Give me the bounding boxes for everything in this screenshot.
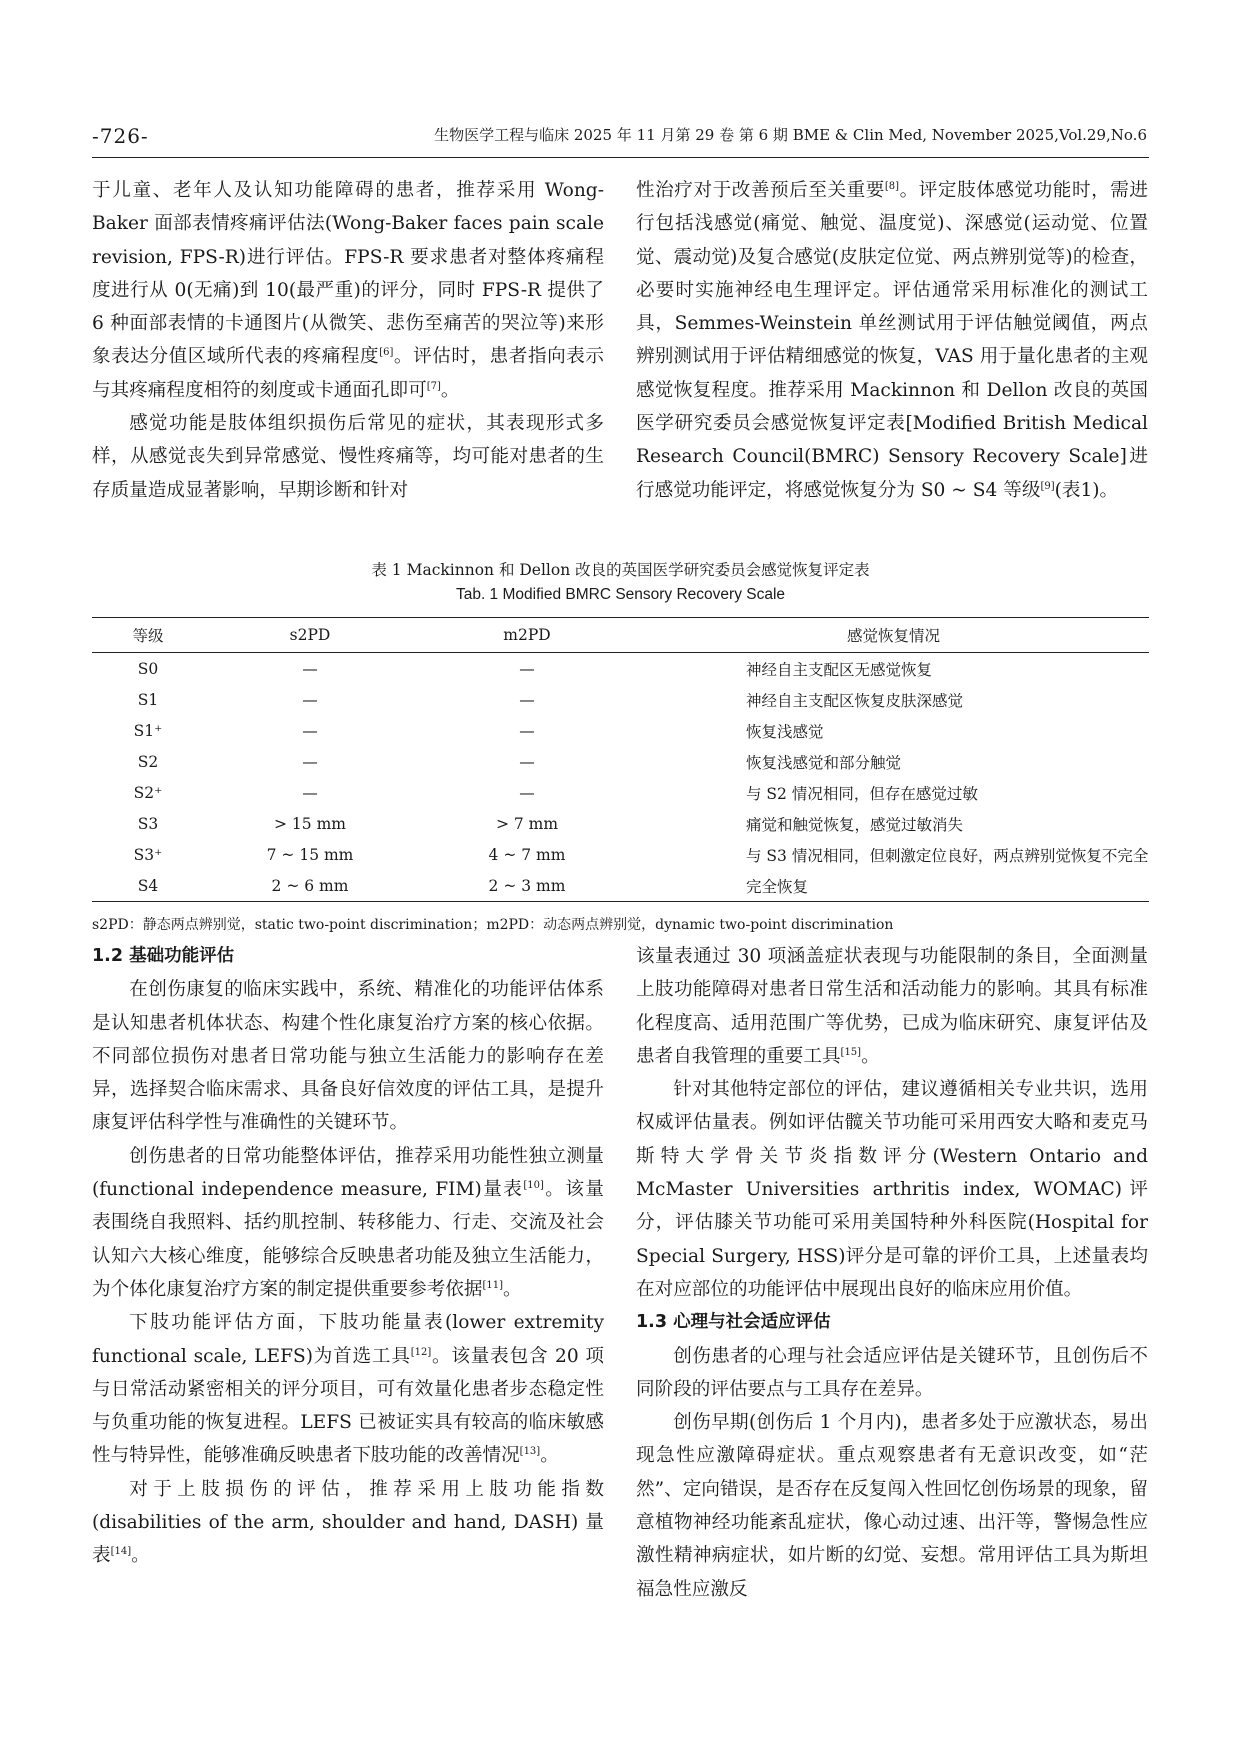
text: 该量表通过 30 项涵盖症状表现与功能限制的条目，全面测量上肢功能障碍对患者日常生活和活动能力的影响。其具有标准化程度高、适用范围广等优势，已成为临床研究、康复评估及患者自我管理的重要工具 xyxy=(636,946,1148,1067)
header-rule xyxy=(92,157,1149,158)
citation: [6] xyxy=(379,347,394,359)
recovery-cell: 完全恢复 xyxy=(638,870,1149,902)
m2pd-cell: — xyxy=(519,783,535,802)
s2pd-cell: 2 ~ 6 mm xyxy=(204,870,416,902)
table-row xyxy=(92,870,1149,902)
grade-cell: S4 xyxy=(92,870,204,902)
citation: [10] xyxy=(523,1180,544,1192)
m2pd-cell: > 7 mm xyxy=(495,814,559,833)
m2pd-cell: — xyxy=(519,721,535,740)
text: 创伤患者的日常功能整体评估，推荐采用功能性独立测量(functional independence measure, FIM)量表 xyxy=(92,1145,604,1201)
recovery-cell: 恢复浅感觉 xyxy=(746,722,824,741)
recovery-cell: 与 S3 情况相同，但刺激定位良好，两点辨别觉恢复不完全 xyxy=(746,846,1149,865)
m2pd-cell: 2 ~ 3 mm xyxy=(416,870,638,902)
table-row xyxy=(92,746,1149,777)
citation: [13] xyxy=(519,1446,541,1458)
table-title-en: Tab. 1 Modified BMRC Sensory Recovery Scale xyxy=(455,586,786,603)
table-row xyxy=(92,715,1149,746)
header-grade: 等级 xyxy=(92,618,204,653)
citation: [9] xyxy=(1040,480,1055,492)
citation: [8] xyxy=(884,181,900,192)
grade-cell: S1 xyxy=(137,690,159,709)
running-header: 生物医学工程与临床 2025 年 11 月第 29 卷 第 6 期 BME & Clin Med, November 2025,Vol.29,No.6 xyxy=(434,126,1147,144)
paragraph xyxy=(92,1306,604,1472)
s2pd-cell: > 15 mm xyxy=(274,814,346,833)
section-heading-1-2: 1.2 基础功能评估 xyxy=(92,946,235,966)
paragraph: 在创伤康复的临床实践中，系统、精准化的功能评估体系是认知患者机体状态、构建个性化康复治疗方案的核心依据。不同部位损伤对患者日常功能与独立生活能力的影响存在差异，选择契合临床需求、具备良好信效度的评估工具，是提升康复评估科学性与准确性的关键环节。 xyxy=(92,979,604,1134)
text: 。评定肢体感觉功能时，需进行包括浅感觉(痛觉、触觉、温度觉)、深感觉(运动觉、位置觉、震动觉)及复合感觉(皮肤定位觉、两点辨别觉等)的检查，必要时实施神经电生理评定。评估通常采用标准化的测试工具，Semmes-Weinstein 单丝测试用于评估触觉阈值，两点辨别测试用于评估精细感觉的恢复，VAS 用于量化患者的主观感觉恢复程度。推荐采用 Mackinnon 和 Dellon 改良的英国医学研究委员会感觉恢复评定表[Modified British Medical Research Council(BMRC) Sensory Recovery Scale]进行感觉功能评定，将感觉恢复分为 S0 ~ S4 等级 xyxy=(636,180,1148,501)
section-heading-1-3: 1.3 心理与社会适应评估 xyxy=(636,1312,831,1333)
table-header-row xyxy=(92,618,1149,653)
text: 于儿童、老年人及认知功能障碍的患者，推荐采用 Wong-Baker 面部表情疼痛评估法(Wong-Baker faces pain scale revision, FPS-R)进行评估。FPS-R 要求患者对整体疼痛程度进行从 0(无痛)到 10(最严重)的评分，同时 FPS-R 提供了 6 种面部表情的卡通图片(从微笑、悲伤至痛苦的哭泣等)来形象表达分值区域所代表的疼痛程度 xyxy=(92,180,604,368)
paragraph: 针对其他特定部位的评估，建议遵循相关专业共识，选用权威评估量表。例如评估髋关节功能可采用西安大略和麦克马斯特大学骨关节炎指数评分(Western Ontario and McMaster Universities arthritis index, WOMAC)评分，评估膝关节功能可采用美国特种外科医院(Hospital for Special Surgery, HSS)评分是可靠的评价工具，上述量表均在对应部位的功能评估中展现出良好的临床应用价值。 xyxy=(636,1079,1148,1300)
text: 。 xyxy=(440,379,460,401)
table-footnote: s2PD：静态两点辨别觉，static two-point discrimination；m2PD：动态两点辨别觉，dynamic two-point discrimination xyxy=(92,917,894,933)
m2pd-cell: 4 ~ 7 mm xyxy=(488,845,566,864)
s2pd-cell: — xyxy=(302,721,318,740)
paragraph: 创伤早期(创伤后 1 个月内)，患者多处于应激状态，易出现急性应激障碍症状。重点观察患者有无意识改变，如“茫然”、定向错误，是否存在反复闯入性回忆创伤场景的现象，留意植物神经功能紊乱症状，像心动过速、出汗等，警惕急性应激性精神病症状，如片断的幻觉、妄想。常用评估工具为斯坦福急性应激反 xyxy=(636,1412,1148,1600)
table-row xyxy=(92,653,1149,685)
recovery-cell: 神经自主支配区无感觉恢复 xyxy=(746,660,933,679)
m2pd-cell: — xyxy=(519,690,535,709)
text: 下肢功能评估方面，下肢功能量表(lower extremity functional scale, LEFS)为首选工具 xyxy=(92,1312,604,1367)
text: (表1)。 xyxy=(1054,479,1119,501)
text: 。评估时，患者指向表示与其疼痛程度相符的刻度或卡通面孔即可 xyxy=(92,346,604,401)
recovery-cell: 神经自主支配区恢复皮肤深感觉 xyxy=(746,691,964,710)
citation: [11] xyxy=(482,1279,504,1291)
grade-cell: S3 xyxy=(137,814,159,833)
right-column-top xyxy=(636,174,1148,507)
citation: [7] xyxy=(426,380,441,392)
paragraph xyxy=(92,174,604,407)
text: 。该量表包含 20 项与日常活动紧密相关的评分项目，可有效量化患者步态稳定性与负重功能的恢复进程。LEFS 已被证实具有较高的临床敏感性与特异性，能够准确反映患者下肢功能的改善情况 xyxy=(92,1345,604,1467)
paragraph xyxy=(636,174,1148,507)
page-number: -726- xyxy=(92,124,149,148)
header-recovery: 感觉恢复情况 xyxy=(638,618,1149,653)
text: 对于上肢损伤的评估，推荐采用上肢功能指数(disabilities of the arm, shoulder and hand, DASH) 量表 xyxy=(92,1478,604,1567)
text: 性治疗对于改善预后至关重要 xyxy=(636,180,885,201)
s2pd-cell: — xyxy=(302,752,318,771)
paragraph xyxy=(92,1473,604,1573)
grade-cell: S2 xyxy=(137,752,159,771)
table-row xyxy=(92,777,1149,808)
recovery-cell: 与 S2 情况相同，但存在感觉过敏 xyxy=(746,784,978,803)
s2pd-cell: — xyxy=(302,783,318,802)
text: 。 xyxy=(503,1278,522,1300)
recovery-cell: 痛觉和触觉恢复，感觉过敏消失 xyxy=(746,815,964,834)
right-column-bottom xyxy=(636,940,1148,1606)
s2pd-cell: 7 ~ 15 mm xyxy=(266,845,354,864)
grade-cell: S2⁺ xyxy=(133,783,163,802)
s2pd-cell: — xyxy=(302,659,318,678)
left-column-bottom xyxy=(92,940,604,1573)
m2pd-cell: — xyxy=(519,752,535,771)
citation: [14] xyxy=(110,1546,132,1558)
table-row xyxy=(92,808,1149,839)
sensory-recovery-table xyxy=(92,617,1149,902)
paragraph xyxy=(92,1140,604,1306)
paragraph xyxy=(636,940,1148,1073)
grade-cell: S1⁺ xyxy=(133,721,163,740)
header-m2pd: m2PD xyxy=(416,618,638,653)
text: 。 xyxy=(131,1545,150,1567)
paragraph: 感觉功能是肢体组织损伤后常见的症状，其表现形式多样，从感觉丧失到异常感觉、慢性疼痛等，均可能对患者的生存质量造成显著影响，早期诊断和针对 xyxy=(92,413,604,501)
citation: [15] xyxy=(840,1046,862,1058)
header-s2pd: s2PD xyxy=(204,618,416,653)
text: 。该量表围绕自我照料、括约肌控制、转移能力、行走、交流及社会认知六大核心维度，能够综合反映患者功能及独立生活能力，为个体化康复治疗方案的制定提供重要参考依据 xyxy=(92,1179,604,1300)
table-row xyxy=(92,684,1149,715)
grade-cell: S0 xyxy=(137,659,159,678)
recovery-cell: 恢复浅感觉和部分触觉 xyxy=(746,753,902,772)
s2pd-cell: — xyxy=(302,690,318,709)
text: 。 xyxy=(540,1445,559,1467)
citation: [12] xyxy=(410,1346,432,1358)
table-row xyxy=(92,839,1149,870)
m2pd-cell: — xyxy=(519,659,535,678)
paragraph: 创伤患者的心理与社会适应评估是关键环节，且创伤后不同阶段的评估要点与工具存在差异。 xyxy=(636,1345,1148,1400)
grade-cell: S3⁺ xyxy=(133,845,163,864)
text: 。 xyxy=(861,1045,880,1067)
left-column-top xyxy=(92,174,604,507)
table-title-cn: 表 1 Mackinnon 和 Dellon 改良的英国医学研究委员会感觉恢复评定表 xyxy=(371,561,870,579)
